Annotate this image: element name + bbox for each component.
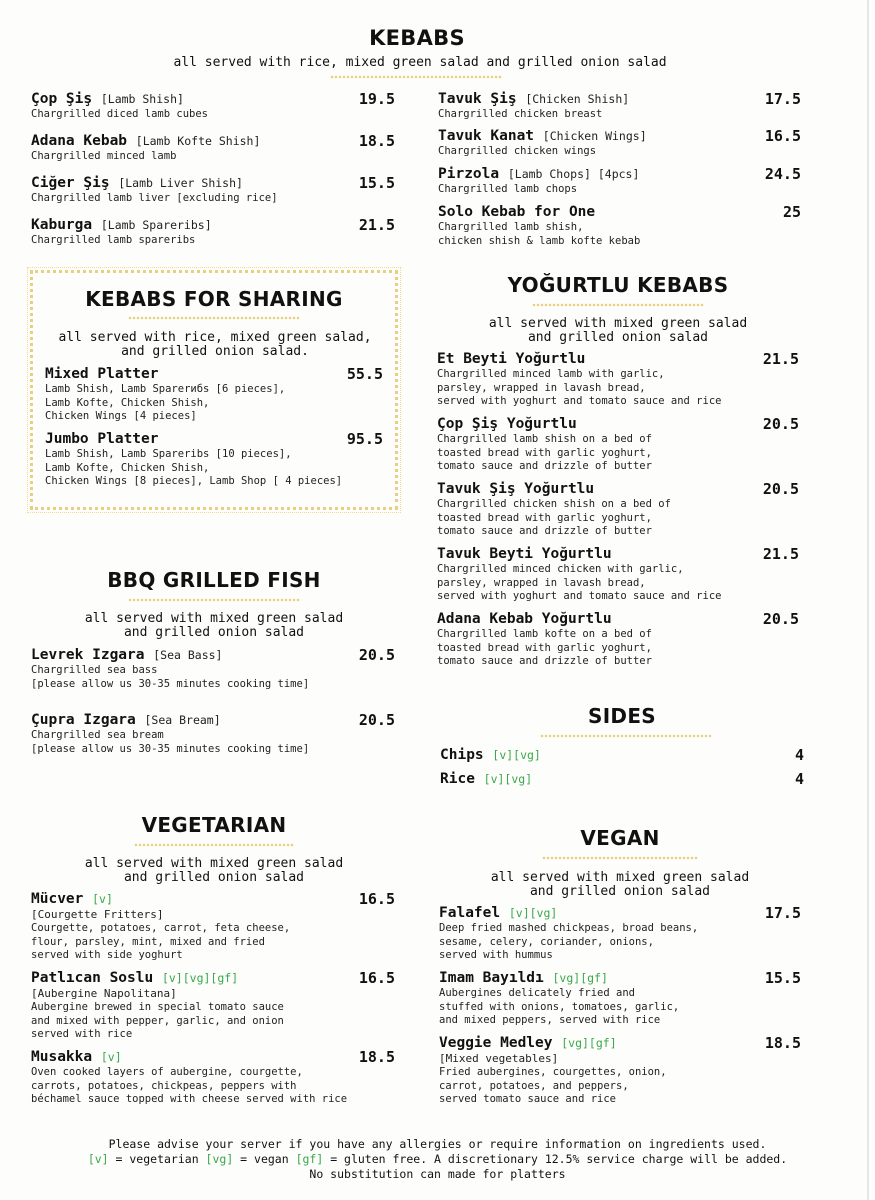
item-translation: [Lamb Kofte Shish] [135, 134, 261, 148]
kebab-item-adana [31, 133, 260, 164]
sharing-divider [128, 315, 300, 321]
item-tags: [v] [100, 1050, 122, 1064]
item-desc: Chargrilled minced lamb [31, 150, 177, 162]
item-desc: Chargrilled diced lamb cubes [31, 108, 209, 120]
item-name: Chips [440, 747, 484, 763]
item-desc: Lamb Shish, Lamb Spareribs [10 pieces], Lamb Kofte, Chicken Shish, Chicken Wings [8 pieces], Lamb Shop [ 4 pieces] [45, 448, 343, 487]
vegetarian-divider [134, 842, 294, 848]
item-price: 17.5 [764, 90, 801, 108]
item-translation: [Sea Bass] [153, 648, 223, 662]
kebab-item-cop-sis [31, 91, 208, 122]
sides-divider [540, 733, 712, 739]
kebab-item-solo [438, 204, 640, 248]
item-tags: [v][vg] [492, 748, 541, 762]
item-name: Solo Kebab for One [438, 204, 596, 220]
item-name: Ciğer Şiş [31, 175, 110, 191]
item-price: 20.5 [762, 610, 799, 628]
kebab-item-pirzola [438, 166, 639, 197]
item-desc: Lamb Shish, Lamb Sparerибs [6 pieces], Lamb Kofte, Chicken Shish, Chicken Wings [4 pieces] [45, 383, 286, 422]
item-name: Tavuk Beyti Yoğurtlu [437, 546, 612, 562]
sides-title: SIDES [587, 704, 656, 728]
kebabs-title: KEBABS [369, 26, 465, 50]
item-name: Jumbo Platter [45, 431, 159, 447]
item-desc: Chargrilled sea bream [please allow us 30-35 minutes cooking time] [31, 729, 310, 755]
yogurtlu-subtitle: all served with mixed green salad and grilled onion salad [488, 316, 748, 345]
item-name: Kaburga [31, 217, 93, 233]
item-price: 18.5 [358, 132, 395, 150]
item-desc: Chargrilled chicken shish on a bed of toasted bread with garlic yoghurt, tomato sauce and drizzle of butter [437, 498, 671, 537]
item-translation: [Sea Bream] [144, 713, 221, 727]
yogurtlu-item-tavuk-beyti [437, 546, 721, 604]
item-price: 95.5 [346, 430, 383, 448]
sides-item-chips [440, 747, 541, 764]
item-price: 4 [794, 746, 804, 764]
item-name: Tavuk Kanat [438, 128, 535, 144]
kebab-item-tavuk-sis [438, 91, 629, 122]
platter-note: No substitution can made for platters [309, 1167, 566, 1181]
item-translation: [Lamb Shish] [100, 92, 184, 106]
yogurtlu-item-et-beyti [437, 351, 721, 409]
item-name: Çupra Izgara [31, 712, 136, 728]
item-tags: [v][vg][gf] [161, 971, 239, 985]
item-desc: Chargrilled chicken wings [438, 145, 597, 157]
kebab-item-kaburga [31, 217, 212, 248]
dietary-legend [0, 1152, 875, 1166]
item-desc: Chargrilled minced chicken with garlic, parsley, wrapped in lavash bread, served with yoghurt and tomato sauce and rice [437, 563, 722, 602]
item-name: Rice [440, 771, 475, 787]
page-edge [867, 0, 869, 1200]
item-name: Musakka [31, 1049, 93, 1065]
vegan-title: VEGAN [580, 826, 660, 850]
item-desc: Oven cooked layers of aubergine, courgette, carrots, potatoes, chickpeas, peppers with béchamel sauce topped with cheese served with rice [31, 1066, 348, 1105]
item-price: 4 [794, 770, 804, 788]
vegetarian-title: VEGETARIAN [141, 813, 287, 837]
fish-item-levrek [31, 647, 309, 691]
item-translation: [Lamb Spareribs] [100, 218, 212, 232]
item-price: 16.5 [358, 890, 395, 908]
sides-item-rice [440, 771, 532, 788]
item-price: 19.5 [358, 90, 395, 108]
yogurtlu-item-tavuk-sis [437, 481, 671, 539]
item-subname: [Courgette Fritters] [31, 908, 164, 921]
item-price: 20.5 [358, 646, 395, 664]
item-tags: [v][vg] [508, 906, 558, 920]
item-desc: Chargrilled sea bass [please allow us 30-35 minutes cooking time] [31, 664, 310, 690]
legend-vg-tag: [vg] [205, 1152, 234, 1166]
fish-subtitle: all served with mixed green salad and grilled onion salad [84, 611, 344, 640]
item-price: 21.5 [762, 350, 799, 368]
item-desc: Chargrilled lamb spareribs [31, 234, 196, 246]
legend-v-text: = vegetarian [108, 1152, 206, 1166]
item-translation: [Chicken Wings] [542, 129, 647, 143]
veg-item-mucver [31, 891, 290, 963]
veg-item-musakka [31, 1049, 347, 1107]
kebab-item-tavuk-kanat [438, 128, 647, 159]
legend-vg-text: = vegan [233, 1152, 296, 1166]
fish-title: BBQ GRILLED FISH [107, 568, 321, 592]
item-price: 15.5 [358, 174, 395, 192]
vegan-item-imam [439, 970, 679, 1028]
item-price: 15.5 [764, 969, 801, 987]
item-desc: Chargrilled lamb chops [438, 183, 578, 195]
item-desc: Fried aubergines, courgettes, onion, carrot, potatoes, and peppers, served tomato sauce and rice [439, 1066, 667, 1105]
item-tags: [vg][gf] [552, 971, 608, 985]
item-translation: [Chicken Shish] [525, 92, 630, 106]
item-tags: [v] [92, 892, 113, 906]
item-name: Levrek Izgara [31, 647, 145, 663]
item-price: 21.5 [762, 545, 799, 563]
item-price: 20.5 [762, 480, 799, 498]
item-name: Çop Şiş Yoğurtlu [437, 416, 577, 432]
item-name: Patlıcan Soslu [31, 970, 154, 986]
yogurtlu-item-adana [437, 611, 652, 669]
item-price: 16.5 [358, 969, 395, 987]
item-price: 24.5 [764, 165, 801, 183]
item-subname: [Mixed vegetables] [439, 1052, 559, 1065]
item-desc: Aubergines delicately fried and stuffed with onions, tomatoes, garlic, and mixed peppers, served with rice [439, 987, 680, 1026]
item-desc: Chargrilled minced lamb with garlic, parsley, wrapped in lavash bread, served with yoghurt and tomato sauce and rice [437, 368, 722, 407]
vegan-subtitle: all served with mixed green salad and grilled onion salad [490, 870, 750, 899]
vegan-item-falafel [439, 905, 698, 963]
item-desc: Deep fried mashed chickpeas, broad beans, sesame, celery, coriander, onions, served with hummus [439, 922, 699, 961]
item-name: Pirzola [438, 166, 500, 182]
kebab-item-ciger [31, 175, 278, 206]
item-subname: [Aubergine Napolitana] [31, 987, 177, 1000]
item-desc: Chargrilled lamb shish, chicken shish & lamb kofte kebab [438, 221, 641, 247]
item-price: 20.5 [358, 711, 395, 729]
item-name: Veggie Medley [439, 1035, 553, 1051]
legend-gf-tag: [gf] [295, 1152, 324, 1166]
item-price: 25 [782, 203, 801, 221]
yogurtlu-divider [532, 302, 704, 308]
sharing-title: KEBABS FOR SHARING [85, 287, 343, 311]
item-desc: Aubergine brewed in special tomato sauce and mixed with pepper, garlic, and onion served with rice [31, 1001, 284, 1040]
item-name: Et Beyti Yoğurtlu [437, 351, 586, 367]
item-price: 20.5 [762, 415, 799, 433]
item-name: Adana Kebab Yoğurtlu [437, 611, 612, 627]
item-translation: [Lamb Liver Shish] [118, 176, 243, 190]
sharing-subtitle: all served with rice, mixed green salad, and grilled onion salad. [58, 330, 372, 359]
item-name: Mixed Platter [45, 366, 159, 382]
legend-gf-text: = gluten free. A discretionary 12.5% service charge will be added. [323, 1152, 788, 1166]
legend-v-tag: [v] [87, 1152, 109, 1166]
item-translation: [Lamb Chops] [4pcs] [507, 167, 640, 181]
item-desc: Chargrilled lamb kofte on a bed of toasted bread with garlic yoghurt, tomato sauce and drizzle of butter [437, 628, 652, 667]
item-price: 16.5 [764, 127, 801, 145]
item-desc: Chargrilled lamb liver [excluding rice] [31, 192, 278, 204]
item-name: Imam Bayıldı [439, 970, 544, 986]
item-tags: [v][vg] [483, 772, 533, 786]
vegetarian-subtitle: all served with mixed green salad and grilled onion salad [84, 856, 344, 885]
kebabs-divider [330, 74, 502, 80]
vegan-item-veggie-medley [439, 1035, 667, 1107]
vegan-divider [542, 855, 698, 861]
veg-item-patlican [31, 970, 284, 1042]
item-price: 55.5 [346, 365, 383, 383]
item-tags: [vg][gf] [561, 1036, 617, 1050]
item-desc: Chargrilled lamb shish on a bed of toasted bread with garlic yoghurt, tomato sauce and drizzle of butter [437, 433, 652, 472]
item-name: Adana Kebab [31, 133, 128, 149]
fish-divider [128, 597, 300, 603]
item-price: 21.5 [358, 216, 395, 234]
item-desc: Courgette, potatoes, carrot, feta cheese, flour, parsley, mint, mixed and fried served with side yoghurt [31, 922, 291, 961]
item-desc: Chargrilled chicken breast [438, 108, 603, 120]
sharing-item-mixed [45, 366, 285, 424]
item-name: Mücver [31, 891, 84, 907]
item-name: Tavuk Şiş [438, 91, 517, 107]
fish-item-cupra [31, 712, 309, 756]
sharing-item-jumbo [45, 431, 342, 489]
yogurtlu-title: YOĞURTLU KEBABS [507, 273, 729, 297]
item-name: Falafel [439, 905, 501, 921]
yogurtlu-item-cop-sis [437, 416, 652, 474]
kebabs-subtitle: all served with rice, mixed green salad and grilled onion salad [173, 55, 667, 70]
item-price: 18.5 [358, 1048, 395, 1066]
item-price: 18.5 [764, 1034, 801, 1052]
item-name: Tavuk Şiş Yoğurtlu [437, 481, 595, 497]
item-name: Çop Şiş [31, 91, 93, 107]
allergy-note: Please advise your server if you have any allergies or require information on ingredients used. [108, 1137, 767, 1151]
item-price: 17.5 [764, 904, 801, 922]
